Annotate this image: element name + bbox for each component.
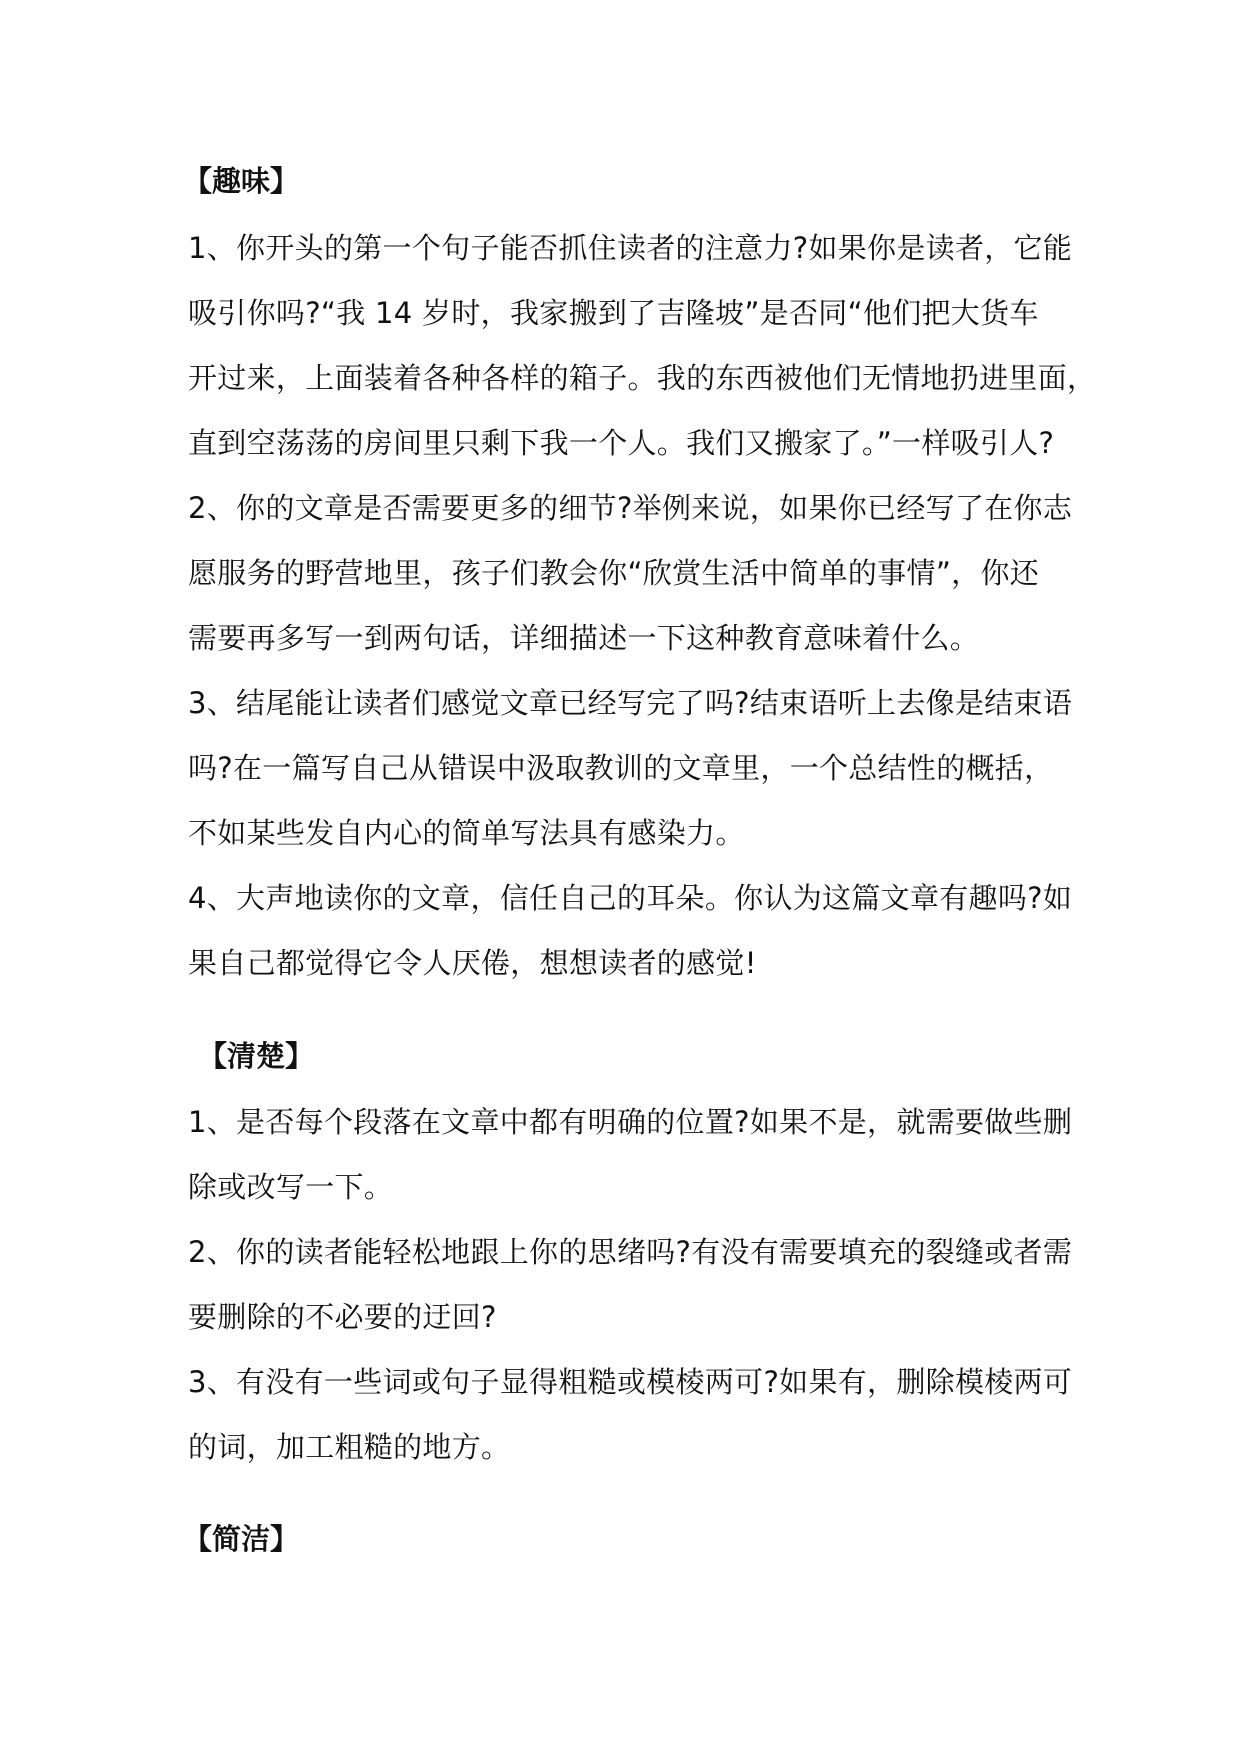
paragraph-line: 不如某些发自内心的简单写法具有感染力。 <box>188 816 745 850</box>
paragraph-line: 要删除的不必要的迂回? <box>188 1300 497 1334</box>
section-heading-clarity: 【清楚】 <box>198 1039 315 1073</box>
paragraph-line: 2、你的读者能轻松地跟上你的思绪吗?有没有需要填充的裂缝或者需 <box>188 1235 1073 1269</box>
paragraph-line: 除或改写一下。 <box>188 1170 394 1204</box>
paragraph-line: 需要再多写一到两句话，详细描述一下这种教育意味着什么。 <box>188 621 980 655</box>
paragraph-line: 3、结尾能让读者们感觉文章已经写完了吗?结束语听上去像是结束语 <box>188 686 1073 720</box>
paragraph-line: 开过来，上面装着各种各样的箱子。我的东西被他们无情地扔进里面， <box>188 361 1097 395</box>
section-heading-interest: 【趣味】 <box>183 164 300 198</box>
paragraph-line: 3、有没有一些词或句子显得粗糙或模棱两可?如果有，删除模棱两可 <box>188 1365 1073 1399</box>
paragraph-line: 愿服务的野营地里，孩子们教会你“欣赏生活中简单的事情”，你还 <box>188 556 1040 590</box>
paragraph-line: 吸引你吗?“我 14 岁时，我家搬到了吉隆坡”是否同“他们把大货车 <box>188 296 1039 330</box>
section-heading-conciseness: 【简洁】 <box>183 1522 300 1556</box>
paragraph-line: 2、你的文章是否需要更多的细节?举例来说，如果你已经写了在你志 <box>188 491 1073 525</box>
paragraph-line: 吗?在一篇写自己从错误中汲取教训的文章里，一个总结性的概括， <box>188 751 1054 785</box>
paragraph-line: 直到空荡荡的房间里只剩下我一个人。我们又搬家了。”一样吸引人? <box>188 426 1055 460</box>
paragraph-line: 的词，加工粗糙的地方。 <box>188 1430 511 1464</box>
paragraph-line: 4、大声地读你的文章，信任自己的耳朵。你认为这篇文章有趣吗?如 <box>188 881 1073 915</box>
paragraph-line: 1、是否每个段落在文章中都有明确的位置?如果不是，就需要做些删 <box>188 1105 1073 1139</box>
paragraph-line: 果自己都觉得它令人厌倦，想想读者的感觉! <box>188 946 757 980</box>
paragraph-line: 1、你开头的第一个句子能否抓住读者的注意力?如果你是读者，它能 <box>188 231 1073 265</box>
